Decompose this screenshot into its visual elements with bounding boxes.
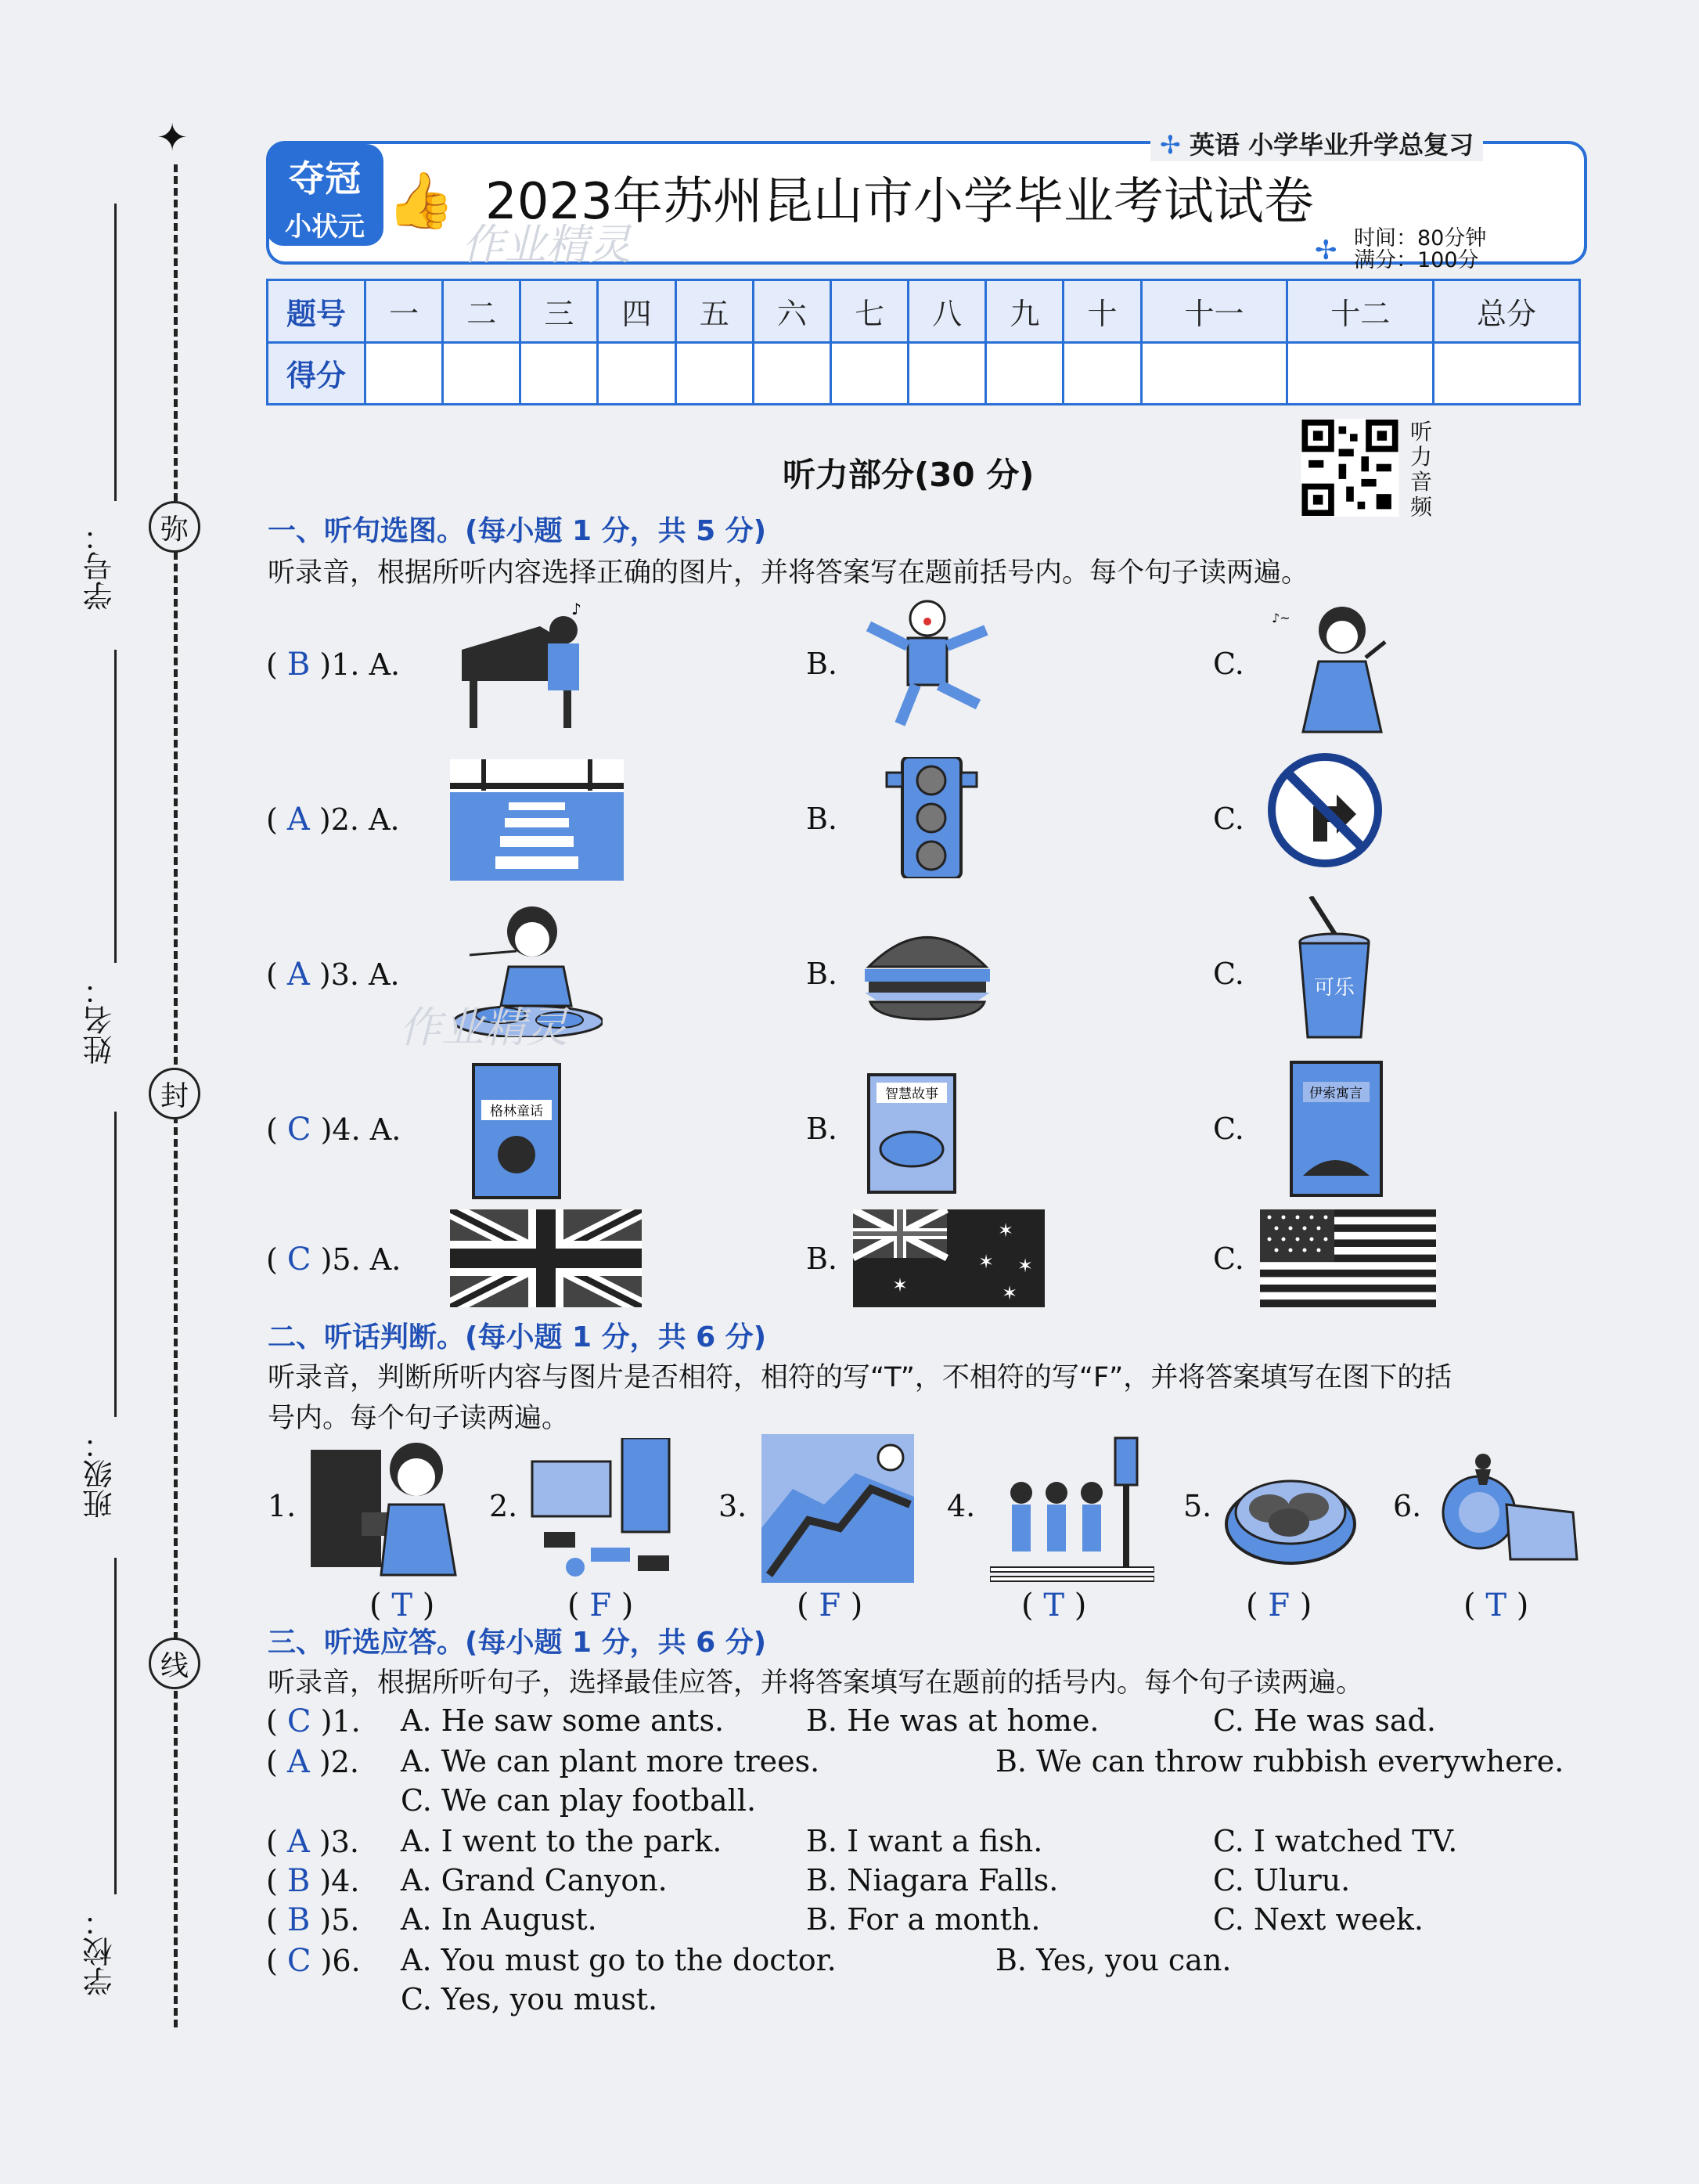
score-cell[interactable] <box>1287 342 1434 405</box>
answer-bracket[interactable]: ( F ) <box>1246 1588 1312 1624</box>
qr-code-icon <box>1299 419 1401 517</box>
answer-text: F <box>1268 1588 1290 1624</box>
side-field-school: 学校： <box>83 1907 117 1996</box>
score-cell[interactable] <box>909 342 986 405</box>
sparkle-icon: ✢ <box>1315 235 1337 266</box>
score-col: 八 <box>909 280 986 343</box>
uk-flag-icon <box>450 1209 642 1307</box>
listening-title: 听力部分(30 分) <box>783 456 1035 494</box>
option-label: C. <box>1213 802 1244 836</box>
score-col: 十一 <box>1141 280 1287 343</box>
score-cell[interactable] <box>443 342 520 405</box>
question-number: 1. <box>331 647 360 682</box>
option-label: C. <box>1213 1242 1244 1276</box>
part3-instruction: 听录音，根据所听句子，选择最佳应答，并将答案填写在题前的括号内。每个句子读两遍。 <box>268 1667 1364 1699</box>
part1-question-1: ( B )1. A. <box>266 647 401 683</box>
item-number: 4. <box>947 1489 976 1523</box>
option-b: B. I want a fish. <box>806 1824 1043 1858</box>
watermark-text: 作业精灵 <box>462 220 631 269</box>
cola-cup-icon <box>1295 896 1373 1041</box>
svg-text:♪: ♪ <box>571 600 581 618</box>
question-number: 3. <box>330 1825 359 1859</box>
book-title: 伊索寓言 <box>1309 1086 1362 1101</box>
lion-and-mouse-icon <box>1436 1434 1585 1583</box>
answer-text: F <box>819 1588 841 1624</box>
messy-room-icon <box>528 1438 681 1583</box>
thumbs-up-icon: 👍 <box>387 168 455 232</box>
answer-bracket[interactable]: B <box>286 1902 311 1938</box>
score-cell[interactable] <box>675 342 753 405</box>
item-number: 3. <box>718 1489 747 1523</box>
question-number: 6. <box>332 1944 361 1978</box>
qr-label: 听力音频 <box>1410 419 1433 520</box>
score-table-score-row <box>268 342 1580 405</box>
svg-text:✶: ✶ <box>1017 1255 1034 1277</box>
svg-text:✶: ✶ <box>1002 1282 1018 1304</box>
question-number: 2. <box>330 1745 359 1779</box>
seal-feng: 封 <box>149 1068 200 1119</box>
zebra-crossing-icon <box>450 759 624 881</box>
question-number: 5. <box>331 1903 360 1937</box>
score-col-total: 总分 <box>1434 280 1580 343</box>
question-number: 5. <box>332 1242 361 1277</box>
side-field-student-no: 学号： <box>83 521 117 611</box>
score-cell[interactable] <box>598 342 675 405</box>
option-a: A. Grand Canyon. <box>401 1863 668 1897</box>
option-b: B. For a month. <box>806 1902 1041 1937</box>
answer-bracket[interactable]: A <box>286 1744 310 1780</box>
part1-question-2: ( A )2. A. <box>266 802 400 838</box>
option-b: B. We can throw rubbish everywhere. <box>995 1744 1564 1779</box>
question-number: 4. <box>331 1864 360 1898</box>
score-col: 十二 <box>1287 280 1434 343</box>
svg-text:✶: ✶ <box>978 1251 995 1273</box>
part2-item-5 <box>1183 1434 1371 1624</box>
great-wall-icon <box>761 1434 914 1583</box>
answer-bracket[interactable]: ( F ) <box>797 1588 863 1624</box>
answer-bracket[interactable]: ( T ) <box>1021 1588 1087 1624</box>
part2-item-3 <box>718 1434 922 1624</box>
book-title: 格林童话 <box>490 1104 543 1119</box>
question-number: 3. <box>330 957 359 992</box>
option-c: C. He was sad. <box>1213 1703 1436 1738</box>
option-label: C. <box>1213 647 1244 681</box>
answer-text: T <box>391 1588 413 1624</box>
part3-question-3: ( A )3. <box>266 1824 359 1860</box>
part1-question-4: ( C )4. A. <box>266 1112 401 1148</box>
no-right-turn-sign-icon <box>1266 751 1384 869</box>
option-a: A. He saw some ants. <box>401 1703 725 1738</box>
option-a: A. In August. <box>401 1902 597 1937</box>
answer-bracket[interactable]: ( F ) <box>567 1588 634 1624</box>
hamburger-icon <box>861 924 994 1022</box>
option-label: C. <box>1213 957 1244 991</box>
option-c: C. Uluru. <box>1213 1863 1351 1897</box>
traffic-light-icon <box>883 757 981 878</box>
aesop-fables-book-icon <box>1287 1058 1385 1199</box>
class-line[interactable] <box>114 1112 117 1417</box>
fairy-tale-book-icon <box>470 1061 563 1202</box>
score-col: 三 <box>520 280 598 343</box>
score-cell[interactable] <box>1064 342 1141 405</box>
row-label-question-no: 题号 <box>268 280 365 343</box>
score-cell[interactable] <box>1141 342 1287 405</box>
option-c: C. I watched TV. <box>1213 1824 1458 1858</box>
part3-title: 三、听选应答。(每小题 1 分，共 6 分) <box>268 1627 767 1659</box>
watermark-text: 作业精灵 <box>399 1003 568 1052</box>
score-cell-total[interactable] <box>1434 342 1580 405</box>
part1-question-3: ( A )3. A. <box>266 957 400 993</box>
part3-question-2: ( A )2. <box>266 1744 359 1780</box>
girl-singing-icon <box>1268 599 1409 736</box>
answer-bracket[interactable]: A <box>286 957 310 993</box>
boy-playing-piano-icon <box>307 1434 459 1583</box>
part1-instruction: 听录音，根据所听内容选择正确的图片，并将答案写在题前括号内。每个句子读两遍。 <box>268 557 1309 589</box>
score-cell[interactable] <box>520 342 598 405</box>
answer-bracket[interactable]: ( T ) <box>369 1588 435 1624</box>
option-label: C. <box>1213 1112 1244 1146</box>
score-col: 七 <box>830 280 908 343</box>
score-col: 四 <box>598 280 675 343</box>
score-col: 五 <box>675 280 753 343</box>
answer-bracket[interactable]: B <box>286 647 311 683</box>
option-label: A. <box>369 647 401 682</box>
answer-bracket[interactable]: C <box>286 1943 311 1979</box>
option-a: A. You must go to the doctor. <box>401 1943 837 1977</box>
option-b: B. He was at home. <box>806 1703 1100 1738</box>
book-title: 智慧故事 <box>885 1087 938 1102</box>
item-number: 6. <box>1393 1489 1422 1523</box>
item-number: 5. <box>1183 1489 1212 1523</box>
score-col: 一 <box>365 280 443 343</box>
answer-bracket[interactable]: C <box>286 1112 311 1148</box>
name-line[interactable] <box>114 650 117 963</box>
option-label: A. <box>369 802 400 837</box>
answer-text: T <box>1043 1588 1065 1624</box>
seal-xian: 线 <box>149 1638 200 1689</box>
usa-flag-icon <box>1260 1209 1436 1307</box>
svg-text:✶: ✶ <box>998 1220 1014 1242</box>
option-a: A. I went to the park. <box>401 1824 722 1858</box>
question-number: 4. <box>332 1112 361 1147</box>
question-number: 2. <box>330 802 359 837</box>
row-label-score: 得分 <box>268 342 365 405</box>
australia-flag-icon <box>853 1209 1045 1307</box>
answer-bracket[interactable]: A <box>286 802 310 838</box>
part2-item-2 <box>489 1434 685 1624</box>
part3-question-1: ( C )1. <box>266 1703 361 1739</box>
option-b: B. Niagara Falls. <box>806 1863 1059 1897</box>
answer-bracket[interactable]: C <box>286 1703 311 1739</box>
option-a: A. We can plant more trees. <box>401 1744 820 1779</box>
score-cell[interactable] <box>753 342 830 405</box>
answer-bracket[interactable]: A <box>286 1824 310 1860</box>
answer-bracket[interactable]: ( T ) <box>1463 1588 1529 1624</box>
part2-instruction-line2: 号内。每个句子读两遍。 <box>268 1403 570 1434</box>
option-label: A. <box>369 1242 401 1277</box>
answer-text: T <box>1485 1588 1507 1624</box>
full-score-info: 满分：100分 <box>1354 248 1479 272</box>
score-table <box>266 279 1581 405</box>
score-col: 十 <box>1064 280 1141 343</box>
series-text: 英语 小学毕业升学总复习 <box>1189 130 1474 160</box>
part1-title: 一、听句选图。(每小题 1 分，共 5 分) <box>268 515 767 547</box>
series-label <box>1150 125 1483 161</box>
girl-playing-piano-icon <box>454 595 595 736</box>
time-info: 时间：80分钟 <box>1354 226 1487 250</box>
option-c: C. Yes, you must. <box>401 1982 658 2016</box>
score-cell[interactable] <box>365 342 443 405</box>
logo-bottom-text: 小状元 <box>285 211 365 243</box>
option-label: B. <box>806 802 838 836</box>
score-col: 二 <box>443 280 520 343</box>
option-label: B. <box>806 957 838 991</box>
page-title: 2023年苏州昆山市小学毕业考试试卷 <box>485 173 1314 231</box>
option-b: B. Yes, you can. <box>995 1943 1232 1977</box>
answer-bracket[interactable]: C <box>286 1242 311 1278</box>
sparkle-icon: ✢ <box>1160 130 1181 160</box>
side-field-class: 班级： <box>83 1429 117 1519</box>
part3-question-4: ( B )4. <box>266 1863 360 1899</box>
score-table-header-row <box>268 280 1580 343</box>
students-crossing-road-icon <box>990 1434 1154 1583</box>
item-number: 2. <box>489 1489 518 1523</box>
part2-item-6 <box>1393 1434 1596 1624</box>
logo <box>266 144 383 246</box>
student-no-line[interactable] <box>114 204 117 501</box>
svg-text:✶: ✶ <box>892 1274 909 1296</box>
wisdom-story-book-icon <box>865 1071 959 1196</box>
option-label: B. <box>806 1112 838 1146</box>
option-label: A. <box>369 957 400 992</box>
logo-top-text: 夺冠 <box>289 157 361 200</box>
part2-instruction-line1: 听录音，判断所听内容与图片是否相符，相符的写“T”，不相符的写“F”，并将答案填写在图下的括 <box>268 1362 1452 1393</box>
part3-question-5: ( B )5. <box>266 1902 360 1938</box>
score-col: 六 <box>753 280 830 343</box>
score-cell[interactable] <box>986 342 1064 405</box>
score-col: 九 <box>986 280 1064 343</box>
seal-mi: 弥 <box>149 501 200 553</box>
part2-item-1 <box>268 1434 463 1624</box>
clown-dancing-icon <box>853 595 1002 736</box>
option-label: B. <box>806 647 838 681</box>
score-cell[interactable] <box>830 342 908 405</box>
svg-text:♪~: ♪~ <box>1272 611 1290 625</box>
option-c: C. We can play football. <box>401 1783 757 1818</box>
option-c: C. Next week. <box>1213 1902 1424 1937</box>
part3-question-6: ( C )6. <box>266 1943 361 1979</box>
star-icon: ✦ <box>157 116 189 160</box>
answer-text: F <box>589 1588 612 1624</box>
answer-bracket[interactable]: B <box>286 1863 311 1899</box>
mooncakes-plate-icon <box>1222 1454 1359 1567</box>
option-label: B. <box>806 1242 838 1276</box>
part2-title: 二、听话判断。(每小题 1 分，共 6 分) <box>268 1321 767 1353</box>
part2-item-4 <box>947 1434 1158 1624</box>
side-field-name: 姓名： <box>83 975 117 1065</box>
part1-question-5: ( C )5. A. <box>266 1242 401 1278</box>
cola-label: 可乐 <box>1313 976 1355 1000</box>
item-number: 1. <box>268 1489 297 1523</box>
school-line[interactable] <box>114 1558 117 1894</box>
question-number: 1. <box>332 1704 361 1739</box>
option-label: A. <box>369 1112 401 1147</box>
